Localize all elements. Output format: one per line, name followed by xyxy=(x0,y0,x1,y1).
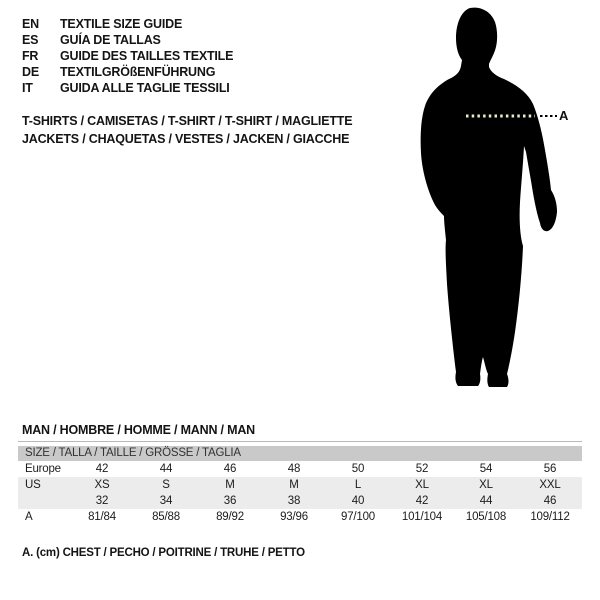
cell: 38 xyxy=(287,495,301,507)
language-label: GUIDE DES TAILLES TEXTILE xyxy=(60,49,234,63)
cell: 48 xyxy=(287,463,301,475)
cell: 46 xyxy=(223,463,237,475)
language-row-de xyxy=(22,64,233,80)
cell: 85/88 xyxy=(152,511,180,523)
cell: 56 xyxy=(543,463,557,475)
cell: 42 xyxy=(95,463,109,475)
cell: XL xyxy=(479,479,493,491)
section-title-man: MAN / HOMBRE / HOMME / MANN / MAN xyxy=(22,423,255,437)
table-top-rule xyxy=(18,441,582,442)
cell: 36 xyxy=(223,495,237,507)
cell: 101/104 xyxy=(401,511,443,523)
measure-label-a: A xyxy=(559,108,569,123)
cell: M xyxy=(225,479,235,491)
cell: 40 xyxy=(351,495,365,507)
cell: 50 xyxy=(351,463,365,475)
cell: 32 xyxy=(95,495,109,507)
cell: S xyxy=(162,479,170,491)
language-label: GUIDA ALLE TAGLIE TESSILI xyxy=(60,81,230,95)
language-row-it xyxy=(22,80,233,96)
language-label: TEXTILGRÖßENFÜHRUNG xyxy=(60,65,216,79)
measure-footnote: A. (cm) CHEST / PECHO / POITRINE / TRUHE / PETTO xyxy=(22,547,305,559)
cell: 42 xyxy=(415,495,429,507)
language-row-es xyxy=(22,32,233,48)
cell: 89/92 xyxy=(216,511,244,523)
man-silhouette-figure xyxy=(400,0,600,400)
cell: 44 xyxy=(479,495,493,507)
language-code: FR xyxy=(22,49,39,63)
table-row-europe xyxy=(18,461,582,477)
language-code: EN xyxy=(22,17,39,31)
language-label: GUÍA DE TALLAS xyxy=(60,33,161,47)
man-silhouette xyxy=(421,8,557,387)
cell: 46 xyxy=(543,495,557,507)
table-row-us-numeric xyxy=(18,493,582,509)
language-code: IT xyxy=(22,81,33,95)
language-list xyxy=(22,16,233,96)
language-row-en xyxy=(22,16,233,32)
cell: 54 xyxy=(479,463,493,475)
cell: XXL xyxy=(539,479,561,491)
row-label: US xyxy=(25,479,41,491)
cell: 97/100 xyxy=(341,511,375,523)
language-code: ES xyxy=(22,33,39,47)
cell: XS xyxy=(94,479,110,491)
cell: L xyxy=(354,479,362,491)
cell: 93/96 xyxy=(280,511,308,523)
language-label: TEXTILE SIZE GUIDE xyxy=(60,17,183,31)
size-table xyxy=(18,441,582,525)
cell: 81/84 xyxy=(88,511,116,523)
row-label: A xyxy=(25,511,33,523)
table-row-chest-cm xyxy=(18,509,582,525)
row-label xyxy=(18,493,70,509)
cell: 109/112 xyxy=(530,511,570,523)
cell: M xyxy=(289,479,299,491)
category-tshirts: T-SHIRTS / CAMISETAS / T-SHIRT / T-SHIRT / MAGLIETTE xyxy=(22,114,353,128)
cell: 52 xyxy=(415,463,429,475)
cell: 44 xyxy=(159,463,173,475)
language-row-fr xyxy=(22,48,233,64)
cell: 105/108 xyxy=(465,511,507,523)
table-header-row: SIZE / TALLA / TAILLE / GRÖSSE / TAGLIA xyxy=(18,446,582,461)
cell: 34 xyxy=(159,495,173,507)
row-label: Europe xyxy=(25,463,61,475)
table-row-us xyxy=(18,477,582,493)
category-jackets: JACKETS / CHAQUETAS / VESTES / JACKEN / GIACCHE xyxy=(22,132,350,146)
garment-categories xyxy=(22,112,352,148)
cell: XL xyxy=(415,479,429,491)
language-code: DE xyxy=(22,65,39,79)
